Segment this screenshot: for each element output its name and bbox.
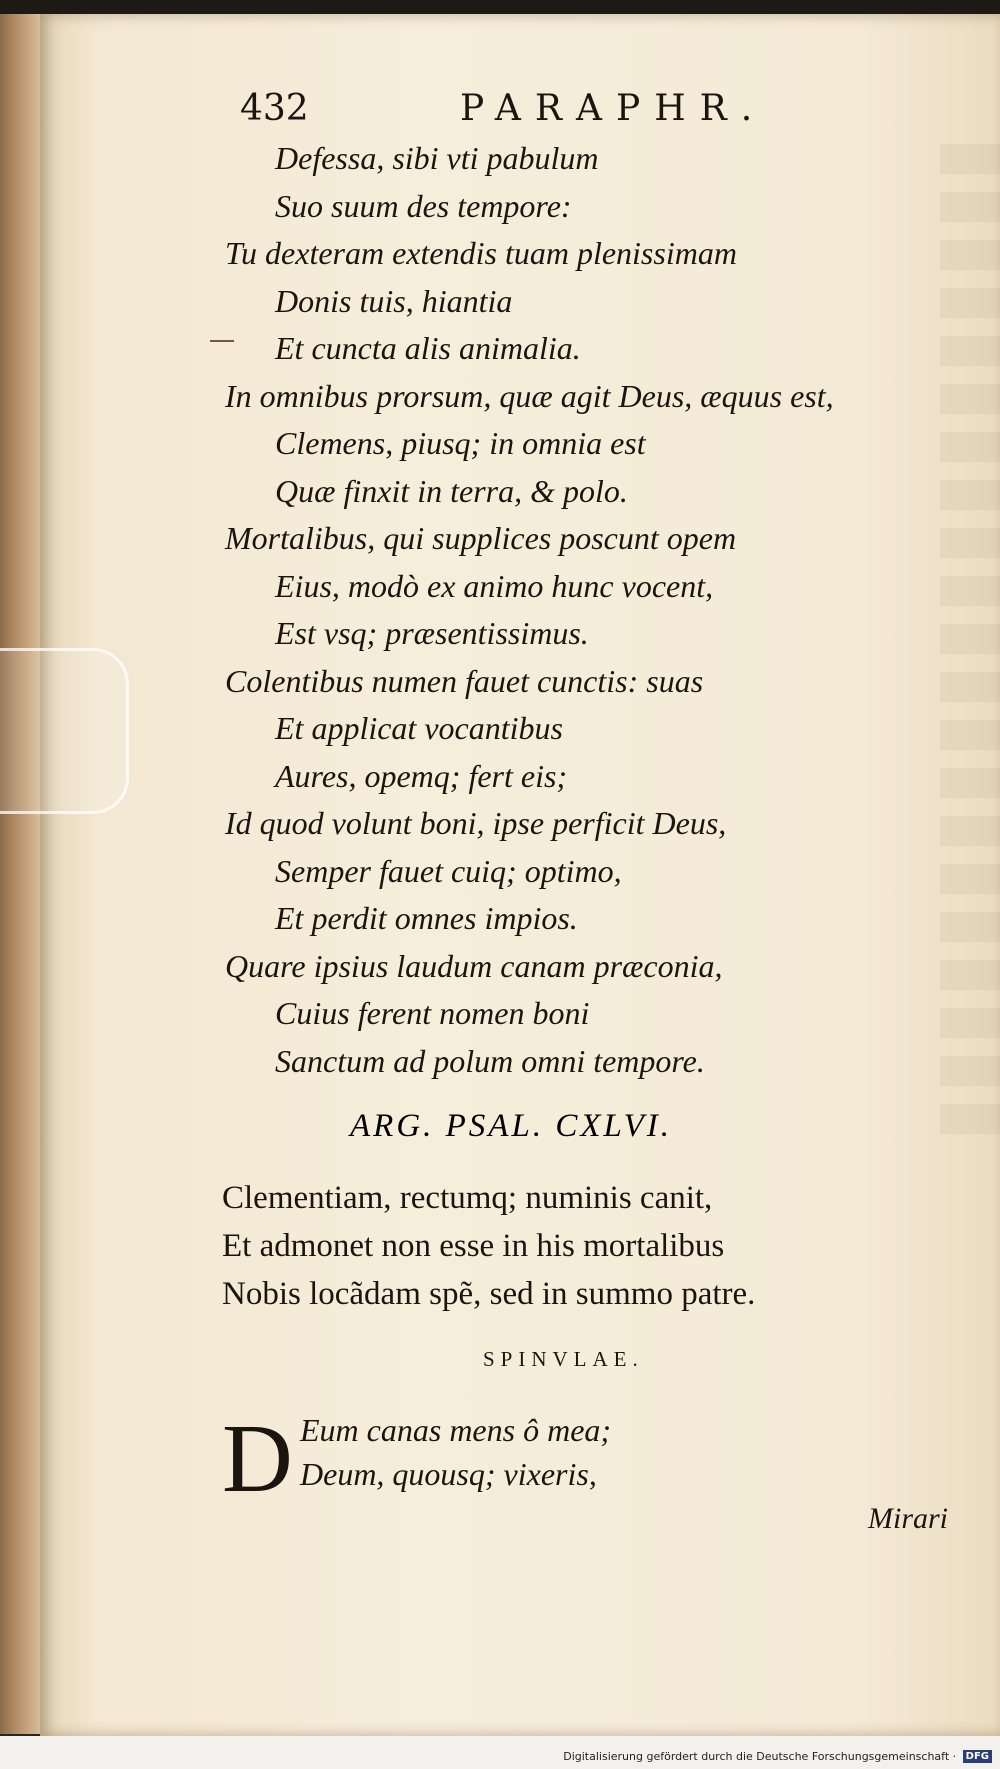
poem-line: Mortalibus, qui supplices poscunt opem	[225, 520, 737, 556]
poem-line: Et cuncta alis animalia.	[275, 330, 581, 366]
poem-line: Et applicat vocantibus	[275, 710, 563, 746]
page-edge-stack	[0, 14, 42, 1734]
poem-line: In omnibus prorsum, quæ agit Deus, æquus est,	[225, 377, 834, 414]
poem-line: Defessa, sibi vti pabulum	[275, 140, 599, 176]
argument-line: Nobis locãdam spẽ, sed in summo patre.	[222, 1276, 756, 1312]
poem-line: Semper fauet cuiq; optimo,	[275, 852, 622, 889]
argument-title: ARG. PSAL. CXLVI.	[350, 1108, 673, 1144]
section-line: Eum canas mens ô mea;	[300, 1412, 612, 1448]
page-number: 432	[240, 88, 309, 129]
footer-bar	[0, 1736, 1000, 1769]
margin-mark	[210, 340, 234, 342]
poem-line: Cuius ferent nomen boni	[275, 995, 590, 1031]
poem-line: Donis tuis, hiantia	[275, 282, 513, 319]
poem-line: Clemens, piusq; in omnia est	[275, 425, 646, 461]
poem-line: Est vsq; præsentissimus.	[275, 615, 589, 651]
poem-line: Id quod volunt boni, ipse perficit Deus,	[225, 805, 727, 841]
footer-credit-text: Digitalisierung gefördert durch die Deutsche Forschungsgemeinschaft ·	[563, 1749, 957, 1763]
poem-line: Sanctum ad polum omni tempore.	[275, 1042, 705, 1079]
poem-line: Suo suum des tempore:	[275, 187, 572, 224]
dfg-logo: DFG	[963, 1750, 992, 1763]
poem-line: Tu dexteram extendis tuam plenissimam	[225, 235, 737, 271]
poem-line: Quare ipsius laudum canam præconia,	[225, 947, 723, 984]
poem-line: Eius, modò ex animo hunc vocent,	[275, 567, 714, 604]
section-line: Deum, quousq; vixeris,	[300, 1456, 597, 1492]
running-title: PARAPHR.	[460, 88, 767, 129]
catchword: Mirari	[868, 1502, 949, 1535]
drop-cap: D	[222, 1405, 293, 1513]
argument-line: Et admonet non esse in his mortalibus	[222, 1228, 725, 1264]
show-through-bleed	[940, 144, 1000, 1144]
poem-line: Quæ finxit in terra, & polo.	[275, 472, 628, 509]
section-heading: SPINVLAE.	[483, 1347, 644, 1371]
footer-credit	[563, 1750, 992, 1764]
bookmark-clip	[0, 648, 129, 814]
poem-line: Aures, opemq; fert eis;	[275, 757, 568, 794]
poem-line: Et perdit omnes impios.	[275, 900, 578, 936]
poem-line: Colentibus numen fauet cunctis: suas	[225, 662, 704, 699]
argument-line: Clementiam, rectumq; numinis canit,	[222, 1180, 713, 1216]
